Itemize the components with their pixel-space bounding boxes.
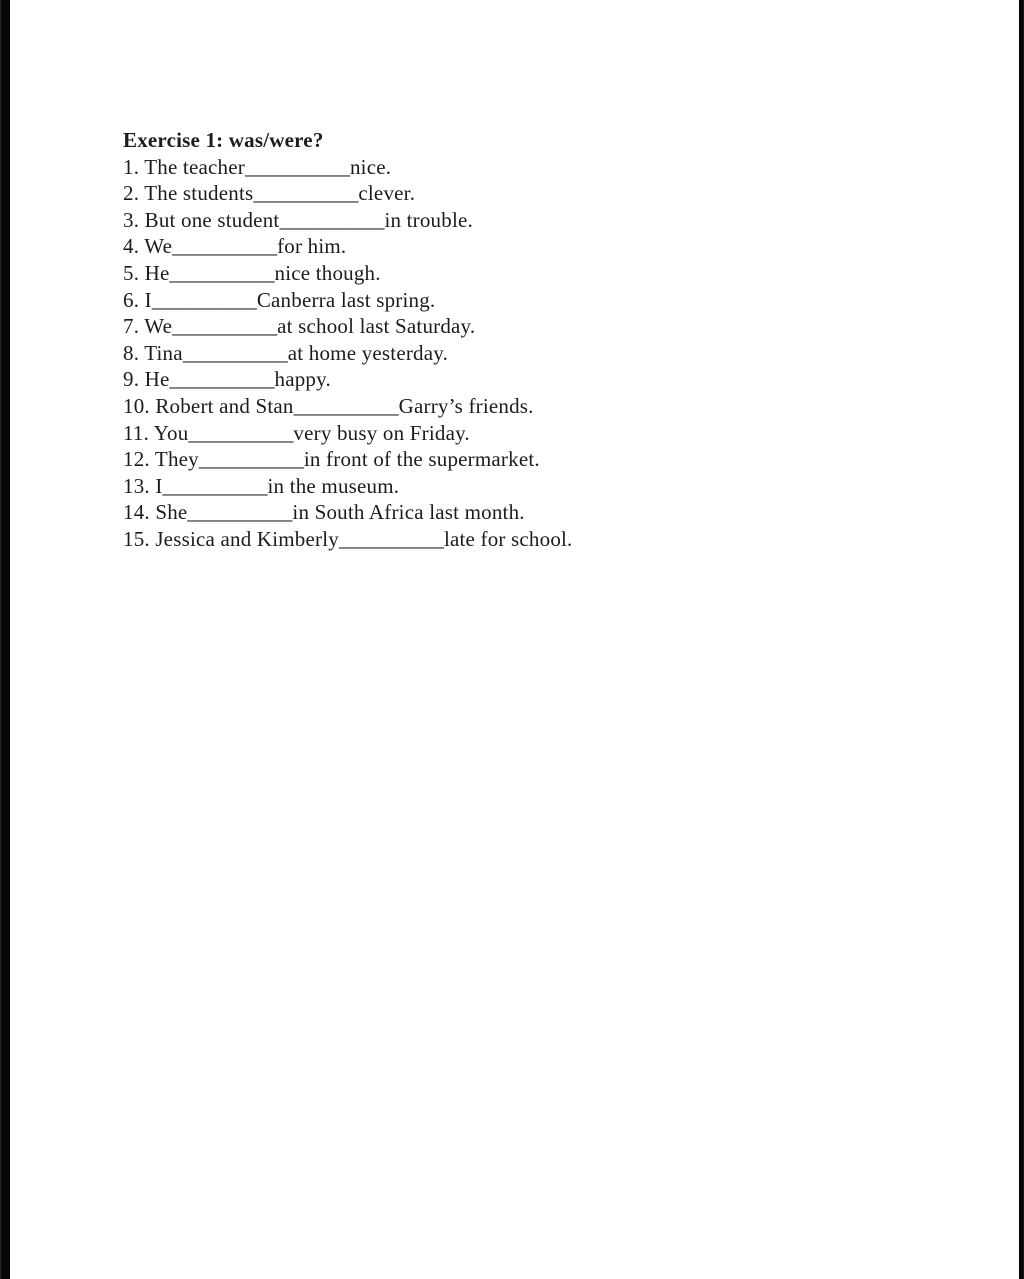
exercise-line [123,446,883,473]
fill-blank: __________ [169,260,275,285]
line-text-before: I [144,287,152,312]
line-text-before: But one student [144,207,280,232]
line-text-after: nice though. [274,260,381,285]
line-text-after: at home yesterday. [287,340,449,365]
line-number: 14. [123,500,156,525]
exercise-line [123,526,883,553]
right-edge-bar [1019,0,1024,1279]
line-text-before: I [155,473,163,498]
line-text-after: late for school. [443,526,573,551]
fill-blank: __________ [244,154,350,179]
exercise-line [123,366,883,393]
line-text-before: Jessica and Kimberly [155,526,339,551]
fill-blank: __________ [338,526,444,551]
line-text-after: Garry’s friends. [398,393,534,418]
fill-blank: __________ [188,420,294,445]
fill-blank: __________ [182,340,288,365]
fill-blank: __________ [187,500,293,525]
line-text-after: Canberra last spring. [256,287,436,312]
line-text-before: You [153,420,189,445]
line-number: 10. [123,393,156,418]
line-text-after: nice. [349,154,392,179]
line-number: 6. [123,287,145,312]
line-text-before: She [155,500,188,525]
line-number: 3. [123,207,145,232]
exercise-line [123,340,883,367]
exercise-lines [123,154,883,553]
line-number: 15. [123,526,156,551]
line-number: 12. [123,447,155,472]
exercise-line [123,260,883,287]
exercise-line [123,154,883,181]
fill-blank: __________ [172,234,278,259]
fill-blank: __________ [293,393,399,418]
exercise-line [123,420,883,447]
line-text-before: Robert and Stan [155,393,294,418]
fill-blank: __________ [172,314,278,339]
exercise-title: Exercise 1: was/were? [123,128,324,152]
fill-blank: __________ [279,207,385,232]
line-text-after: very busy on Friday. [293,420,470,445]
line-text-before: We [144,234,173,259]
fill-blank: __________ [169,367,275,392]
line-number: 7. [123,314,145,339]
line-text-before: Tina [144,340,183,365]
fill-blank: __________ [198,447,304,472]
exercise-line [123,207,883,234]
fill-blank: __________ [253,181,359,206]
line-text-before: He [144,260,170,285]
line-text-after: in front of the supermarket. [303,447,540,472]
exercise-line [123,313,883,340]
line-number: 4. [123,234,145,259]
exercise-line [123,287,883,314]
line-text-before: He [144,367,170,392]
exercise-line [123,393,883,420]
line-text-after: in South Africa last month. [292,500,525,525]
exercise-line [123,233,883,260]
line-text-before: They [154,447,199,472]
left-edge-bar [0,0,10,1279]
line-text-after: in trouble. [384,207,473,232]
line-text-before: We [144,314,173,339]
line-number: 9. [123,367,145,392]
line-text-after: in the museum. [267,473,400,498]
line-text-after: clever. [358,181,416,206]
line-number: 8. [123,340,145,365]
line-number: 13. [123,473,156,498]
line-number: 1. [123,154,145,179]
fill-blank: __________ [151,287,257,312]
line-number: 2. [123,181,145,206]
exercise-line [123,499,883,526]
line-text-before: The teacher [144,154,245,179]
line-text-after: at school last Saturday. [277,314,476,339]
worksheet-content [123,127,883,553]
exercise-line [123,473,883,500]
line-number: 11. [123,420,154,445]
exercise-line [123,180,883,207]
line-number: 5. [123,260,145,285]
line-text-after: happy. [274,367,331,392]
fill-blank: __________ [162,473,268,498]
line-text-after: for him. [277,234,347,259]
line-text-before: The students [144,181,254,206]
